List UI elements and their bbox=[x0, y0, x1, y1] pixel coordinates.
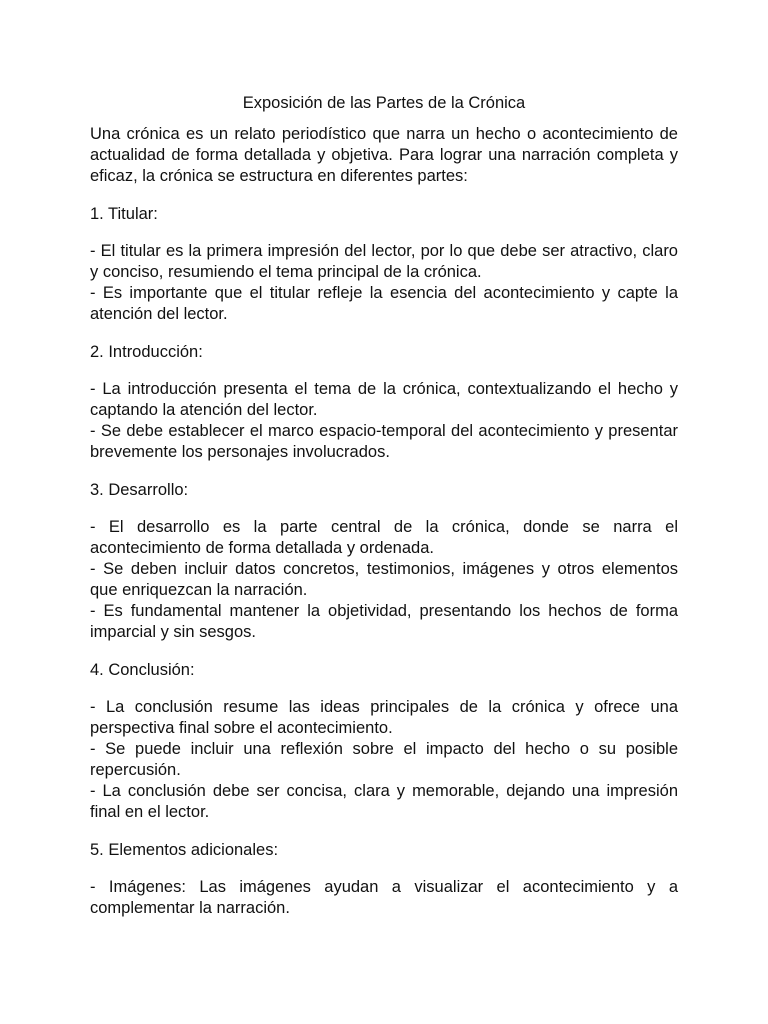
section-introduccion bbox=[90, 342, 678, 463]
bullet-item: - La conclusión resume las ideas principales de la crónica y ofrece una perspectiva final sobre el acontecimiento. bbox=[90, 698, 678, 737]
section-heading: 1. Titular: bbox=[90, 205, 158, 223]
intro-paragraph: Una crónica es un relato periodístico que narra un hecho o acontecimiento de actualidad de forma detallada y objetiva. Para lograr una narración completa y eficaz, la crónica se estructura en diferentes partes: bbox=[90, 125, 678, 185]
bullet-item: - El desarrollo es la parte central de la crónica, donde se narra el acontecimiento de forma detallada y ordenada. bbox=[90, 518, 678, 557]
section-bullets bbox=[90, 379, 678, 463]
document-page bbox=[90, 93, 678, 936]
section-bullets bbox=[90, 517, 678, 643]
bullet-item: - Se deben incluir datos concretos, testimonios, imágenes y otros elementos que enriquezcan la narración. bbox=[90, 560, 678, 599]
section-desarrollo bbox=[90, 480, 678, 643]
section-heading: 4. Conclusión: bbox=[90, 661, 195, 679]
bullet-item: - La conclusión debe ser concisa, clara y memorable, dejando una impresión final en el lector. bbox=[90, 782, 678, 821]
bullet-item: - Es importante que el titular refleje la esencia del acontecimiento y capte la atención del lector. bbox=[90, 284, 678, 323]
bullet-item: - La introducción presenta el tema de la crónica, contextualizando el hecho y captando la atención del lector. bbox=[90, 380, 678, 419]
bullet-item: - Imágenes: Las imágenes ayudan a visualizar el acontecimiento y a complementar la narración. bbox=[90, 878, 678, 917]
section-bullets bbox=[90, 697, 678, 823]
bullet-item: - El titular es la primera impresión del lector, por lo que debe ser atractivo, claro y conciso, resumiendo el tema principal de la crónica. bbox=[90, 242, 678, 281]
section-heading: 3. Desarrollo: bbox=[90, 481, 189, 499]
section-conclusion bbox=[90, 660, 678, 823]
section-bullets bbox=[90, 241, 678, 325]
section-titular bbox=[90, 204, 678, 325]
section-elementos-adicionales bbox=[90, 840, 678, 919]
section-bullets bbox=[90, 877, 678, 919]
bullet-item: - Se puede incluir una reflexión sobre el impacto del hecho o su posible repercusión. bbox=[90, 740, 678, 779]
bullet-item: - Se debe establecer el marco espacio-temporal del acontecimiento y presentar brevemente los personajes involucrados. bbox=[90, 422, 678, 461]
section-heading: 5. Elementos adicionales: bbox=[90, 841, 279, 859]
section-heading: 2. Introducción: bbox=[90, 343, 203, 361]
bullet-item: - Es fundamental mantener la objetividad, presentando los hechos de forma imparcial y sin sesgos. bbox=[90, 602, 678, 641]
document-title: Exposición de las Partes de la Crónica bbox=[242, 94, 526, 112]
